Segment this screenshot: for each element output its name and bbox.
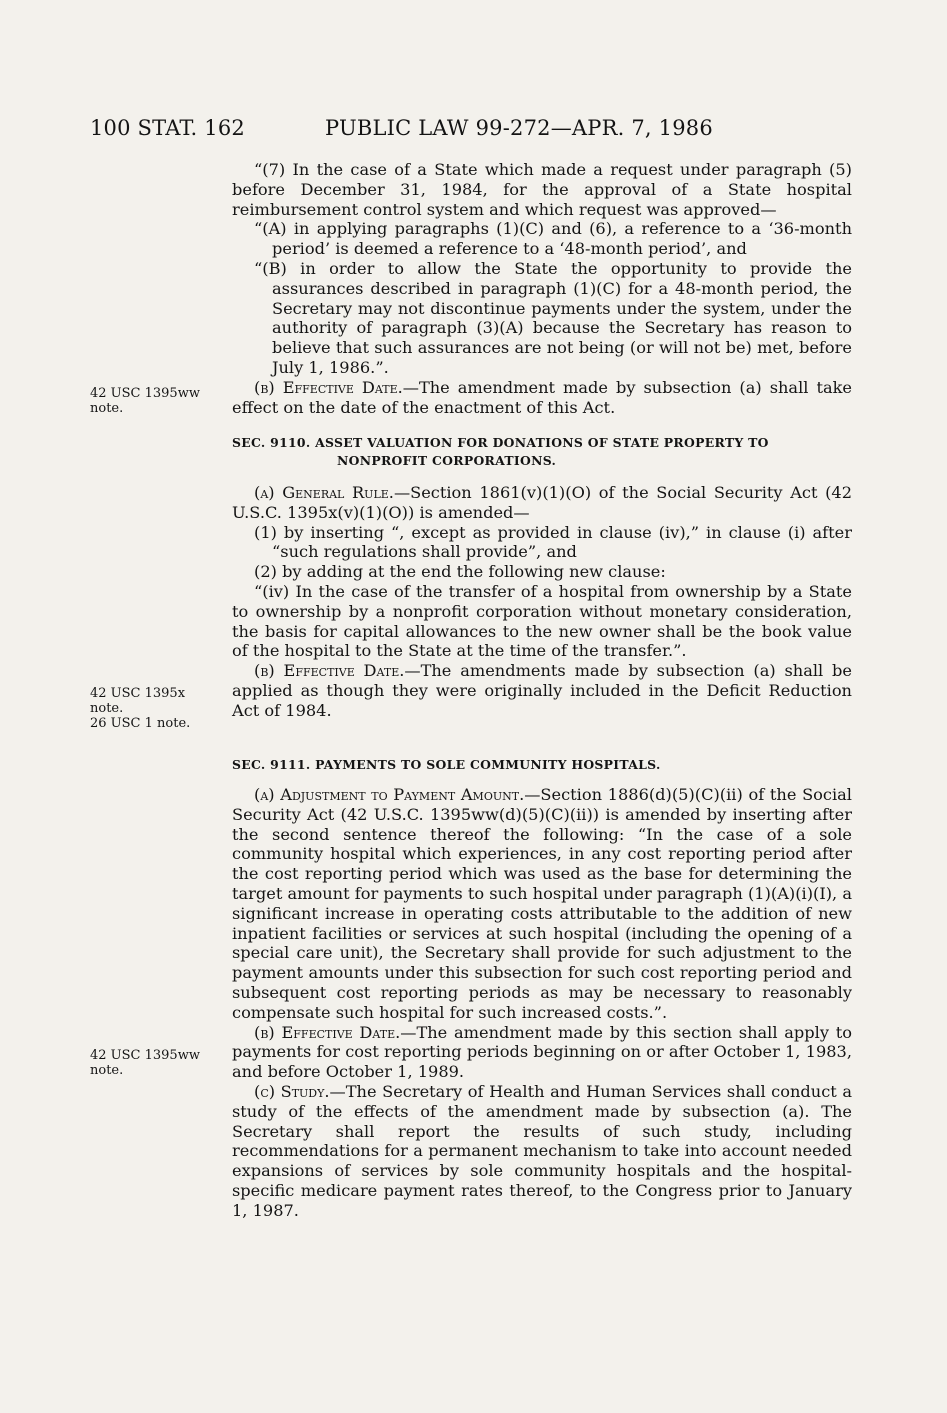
general-rule-label: (a) General Rule.	[254, 483, 394, 502]
effective-date-label: (b) Effective Date.	[254, 377, 403, 397]
general-rule-text: —Section 1861(v)(1)(O) of the Social Security Act (42 U.S.C. 1395x(v)(1)(O)) is amended—	[232, 483, 853, 522]
adjustment-a	[232, 785, 852, 1023]
section-9111-heading: SEC. 9111. PAYMENTS TO SOLE COMMUNITY HOSPITALS.	[232, 757, 661, 772]
study-text: —The Secretary of Health and Human Services shall conduct a study of the effects of the amendment made by subsection (a). The Secretary shall report the results of such study, including recommendations for a permanent mechanism to take into account needed expansions of services by sole community hospitals and the hospital-specific medicare payment rates thereof, to the Congress prior to January 1, 1987.	[232, 1081, 852, 1220]
margin-note-2: 42 USC 1395x note. 26 USC 1 note.	[90, 686, 191, 731]
amendment-item-1: (1) by inserting “, except as provided in clause (iv),” in clause (i) after “such regulations shall provide”, and	[254, 522, 852, 562]
effective-date-b-9111	[232, 1023, 852, 1082]
adjustment-text: —Section 1886(d)(5)(C)(ii) of the Social Security Act (42 U.S.C. 1395ww(d)(5)(C)(ii)) is amended by inserting after the second sentence thereof the following: “In the case of a sole community hospital which experiences, in any cost reporting period after the cost reporting period which was used as the base for determining the target amount for payments to such hospital under paragraph (1)(A)(i)(I), a significant increase in operating costs attributable to the addition of new inpatient facilities or services at such hospital (including the opening of a special care unit), the Secretary shall provide for such adjustment to the payment amounts under this subsection for such cost reporting period and subsequent cost reporting periods as may be necessary to reasonably compensate such hospital for such increased costs.”.	[232, 785, 852, 1022]
section-9110-heading-line2: NONPROFIT CORPORATIONS.	[337, 453, 557, 468]
general-rule-a	[232, 483, 852, 523]
effective-date-text-9110: —The amendments made by subsection (a) shall be applied as though they were originally included in the Deficit Reduction Act of 1984.	[232, 661, 852, 720]
margin-note-3: 42 USC 1395ww note.	[90, 1048, 200, 1078]
paragraph-7: “(7) In the case of a State which made a request under paragraph (5) before December 31, 1984, for the approval of a State hospital reimbursement control system and which request was approved—	[232, 160, 852, 219]
effective-date-b-9110	[232, 661, 852, 720]
study-c	[232, 1082, 852, 1221]
effective-date-label-9110: (b) Effective Date.	[254, 661, 405, 681]
page-number: 100 STAT. 162	[90, 116, 245, 140]
effective-date-text: —The amendment made by subsection (a) shall take effect on the date of the enactment of this Act.	[232, 377, 852, 417]
amendment-item-2: (2) by adding at the end the following new clause:	[254, 562, 666, 582]
section-9110-heading	[232, 434, 852, 470]
study-label: (c) Study.	[254, 1081, 330, 1101]
clause-iv: “(iv) In the case of the transfer of a hospital from ownership by a State to ownership by a nonprofit corporation without monetary consideration, the basis for capital allowances to the new owner shall be the book value of the hospital to the State at the time of the transfer.”.	[232, 581, 852, 661]
section-9110-heading-line1: SEC. 9110. ASSET VALUATION FOR DONATIONS OF STATE PROPERTY TO	[232, 435, 769, 450]
paragraph-7-a: “(A) in applying paragraphs (1)(C) and (6), a reference to a ‘36-month period’ is deemed a reference to a ‘48-month period’, and	[254, 219, 852, 259]
effective-date-b	[232, 378, 852, 418]
adjustment-label: (a) Adjustment to Payment Amount.	[254, 785, 525, 804]
margin-note-1: 42 USC 1395ww note.	[90, 386, 200, 416]
running-header: PUBLIC LAW 99-272—APR. 7, 1986	[325, 116, 713, 140]
section-9109-continuation	[232, 160, 852, 417]
section-9110-body	[232, 483, 852, 721]
paragraph-7-b: “(B) in order to allow the State the opportunity to provide the assurances described in paragraph (1)(C) for a 48-month period, the Secretary may not discontinue payments under the system, under the authority of paragraph (3)(A) because the Secretary has reason to believe that such assurances are not being (or will not be) met, before July 1, 1986.”.	[254, 258, 852, 377]
section-9111-body	[232, 785, 852, 1221]
effective-date-text-9111: —The amendment made by this section shall apply to payments for cost reporting periods beginning on or after October 1, 1983, and before October 1, 1989.	[232, 1022, 852, 1082]
effective-date-label-9111: (b) Effective Date.	[254, 1022, 401, 1042]
